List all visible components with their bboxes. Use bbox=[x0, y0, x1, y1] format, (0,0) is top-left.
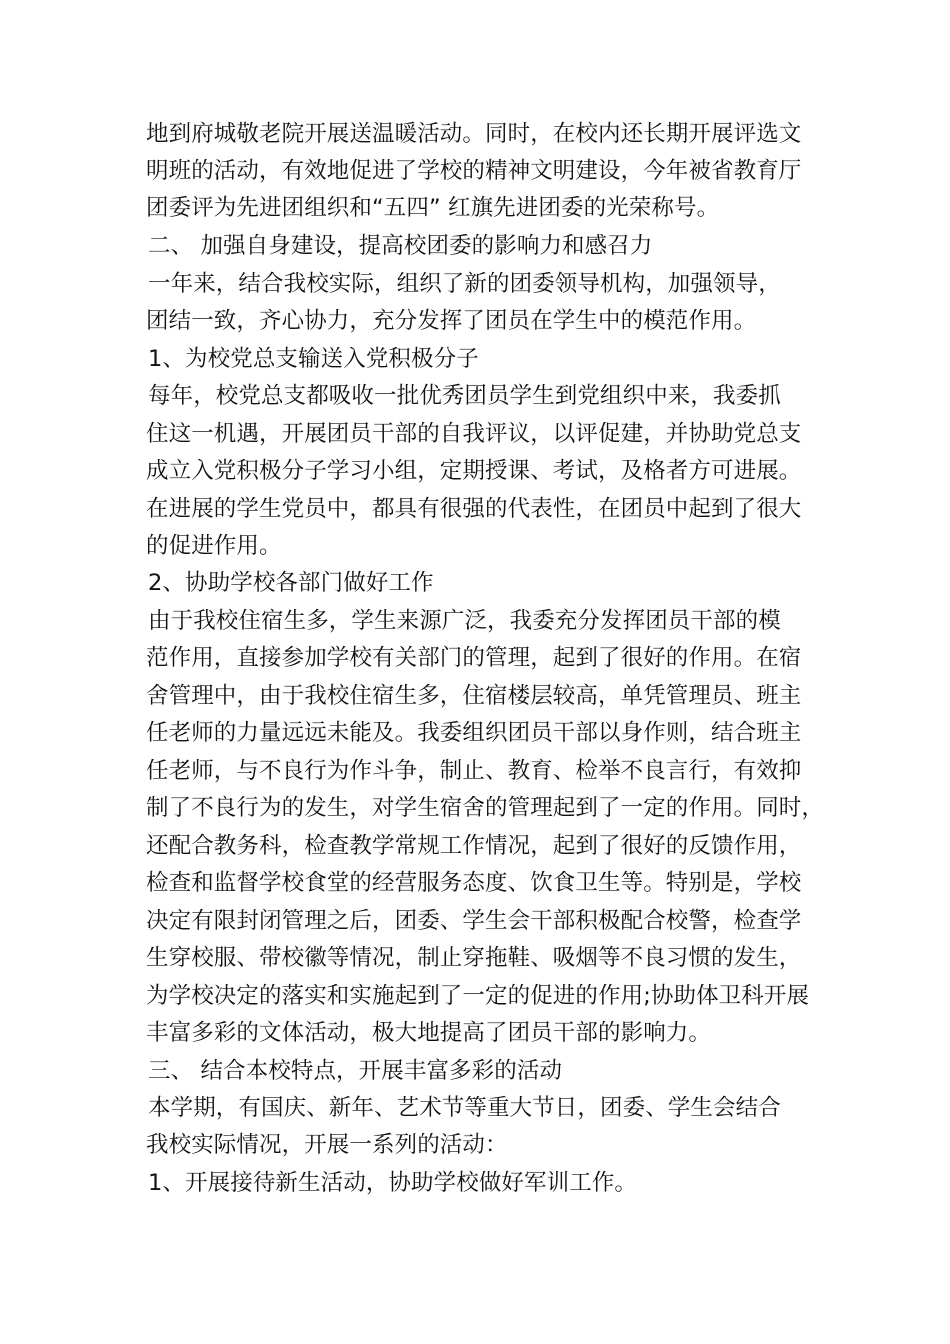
text-line: 检查和监督学校食堂的经营服务态度、饮食卫生等。特别是，学校 bbox=[146, 870, 802, 896]
text-line: 的促进作用。 bbox=[146, 533, 282, 559]
text-line: 在进展的学生党员中，都具有很强的代表性，在团员中起到了很大 bbox=[146, 496, 802, 522]
section-heading: 二、 加强自身建设，提高校团委的影响力和感召力 bbox=[148, 233, 653, 259]
text-line: 丰富多彩的文体活动，极大地提高了团员干部的影响力。 bbox=[146, 1020, 712, 1046]
text-line: 成立入党积极分子学习小组，定期授课、考试，及格者方可进展。 bbox=[146, 458, 802, 484]
text-line: 团结一致，齐心协力，充分发挥了团员在学生中的模范作用。 bbox=[146, 308, 757, 334]
text-line: 一年来，结合我校实际，组织了新的团委领导机构，加强领导， bbox=[148, 271, 781, 297]
section-heading: 三、 结合本校特点，开展丰富多彩的活动 bbox=[148, 1058, 563, 1084]
text-line: 地到府城敬老院开展送温暖活动。同时，在校内还长期开展评选文 bbox=[146, 121, 802, 147]
text-line: 决定有限封闭管理之后，团委、学生会干部积极配合校警，检查学 bbox=[146, 908, 802, 934]
text-line: 任老师，与不良行为作斗争，制止、教育、检举不良言行，有效抑 bbox=[146, 758, 802, 784]
text-line: 任老师的力量远远未能及。我委组织团员干部以身作则，结合班主 bbox=[146, 720, 802, 746]
text-line: 1、开展接待新生活动，协助学校做好军训工作。 bbox=[148, 1170, 638, 1196]
text-line: 团委评为先进团组织和“五四” 红旗先进团委的光荣称号。 bbox=[146, 195, 720, 221]
text-line: 生穿校服、带校徽等情况，制止穿拖鞋、吸烟等不良习惯的发生， bbox=[146, 945, 802, 971]
text-line: 范作用，直接参加学校有关部门的管理，起到了很好的作用。在宿 bbox=[146, 645, 802, 671]
text-line: 我校实际情况，开展一系列的活动： bbox=[146, 1132, 508, 1158]
text-line: 由于我校住宿生多，学生来源广泛，我委充分发挥团员干部的模 bbox=[148, 608, 781, 634]
text-line: 住这一机遇，开展团员干部的自我评议，以评促建，并协助党总支 bbox=[146, 421, 802, 447]
text-line: 舍管理中，由于我校住宿生多，住宿楼层较高，单凭管理员、班主 bbox=[146, 683, 802, 709]
text-line: 本学期，有国庆、新年、艺术节等重大节日，团委、学生会结合 bbox=[148, 1095, 781, 1121]
subsection-heading: 2、协助学校各部门做好工作 bbox=[148, 570, 434, 596]
text-line: 为学校决定的落实和实施起到了一定的促进的作用;协助体卫科开展 bbox=[146, 983, 810, 1009]
text-line: 明班的活动，有效地促进了学校的精神文明建设，今年被省教育厅 bbox=[146, 158, 802, 184]
text-line: 还配合教务科，检查教学常规工作情况，起到了很好的反馈作用， bbox=[146, 833, 802, 859]
text-line: 制了不良行为的发生，对学生宿舍的管理起到了一定的作用。同时， bbox=[146, 795, 825, 821]
subsection-heading: 1、为校党总支输送入党积极分子 bbox=[148, 346, 479, 372]
text-line: 每年，校党总支都吸收一批优秀团员学生到党组织中来，我委抓 bbox=[148, 383, 781, 409]
